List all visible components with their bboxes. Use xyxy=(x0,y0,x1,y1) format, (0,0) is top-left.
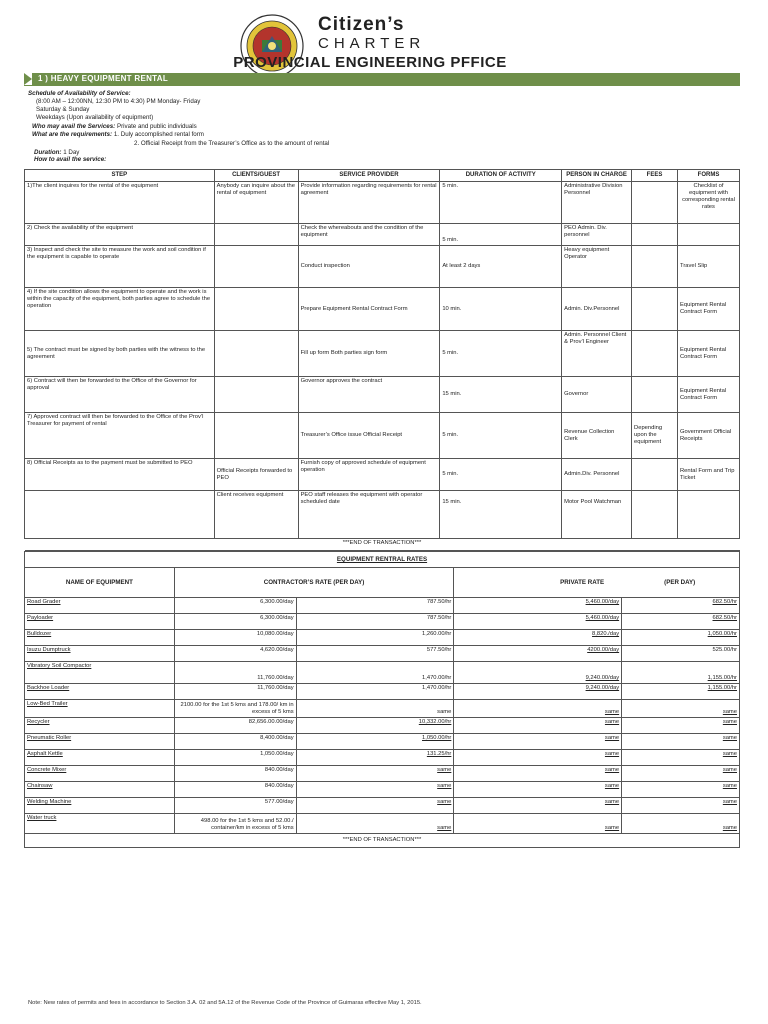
table-row xyxy=(25,246,740,288)
contractor-hour-rate-cell: 577.50/hr xyxy=(296,646,454,662)
contractor-day-rate-cell: 2100.00 for the 1st 5 kms and 178.00/ km in excess of 5 kms xyxy=(174,700,296,718)
client-cell: Anybody can inquire about the rental of equipment xyxy=(214,182,298,224)
table-row xyxy=(25,459,740,491)
forms-cell xyxy=(678,224,740,246)
contractor-hour-rate-cell: 131.25/hr xyxy=(296,750,454,766)
person-cell: Admin. Personnel Client & Prov’l Engineer xyxy=(562,331,632,377)
steps-table xyxy=(24,169,740,551)
private-hour-rate-cell: same xyxy=(622,700,740,718)
table-row xyxy=(25,684,740,700)
private-day-rate-cell: 5,460.00/day xyxy=(454,614,622,630)
step-cell: 1)The client inquires for the rental of the equipment xyxy=(25,182,215,224)
provider-cell: Furnish copy of approved schedule of equipment operation xyxy=(298,459,440,491)
table-row xyxy=(25,224,740,246)
forms-cell: Travel Slip xyxy=(678,246,740,288)
provider-cell: Check the whereabouts and the condition of the equipment xyxy=(298,224,440,246)
header-clients: CLIENTS/GUEST xyxy=(214,170,298,182)
header-private-rate: PRIVATE RATE (PER DAY) xyxy=(454,568,740,598)
duration-cell: 5 min. xyxy=(440,182,562,224)
step-cell: 8) Official Receipts as to the payment must be submitted to PEO xyxy=(25,459,215,491)
fees-cell xyxy=(632,224,678,246)
duration-cell: 5 min. xyxy=(440,331,562,377)
equipment-name-cell: Water truck xyxy=(25,814,175,834)
person-cell: Administrative Division Personnel xyxy=(562,182,632,224)
provider-cell: Treasurer’s Office issue Official Receipt xyxy=(298,413,440,459)
requirements: What are the requirements: 1. Duly accomplished rental form xyxy=(32,131,204,138)
private-day-rate-cell: same xyxy=(454,700,622,718)
equipment-name-cell: Chainsaw xyxy=(25,782,175,798)
private-hour-rate-cell: 1,155.00/hr xyxy=(622,684,740,700)
table-row xyxy=(25,491,740,539)
step-cell: 2) Check the availability of the equipment xyxy=(25,224,215,246)
forms-cell xyxy=(678,491,740,539)
client-cell: Official Receipts forwarded to PEO xyxy=(214,459,298,491)
table-row xyxy=(25,646,740,662)
contractor-hour-rate-cell: same xyxy=(296,782,454,798)
table-row xyxy=(25,630,740,646)
private-day-rate-cell: same xyxy=(454,782,622,798)
private-hour-rate-cell: 682.50/hr xyxy=(622,598,740,614)
private-day-rate-cell: 9,240.00/day xyxy=(454,684,622,700)
client-cell xyxy=(214,413,298,459)
private-hour-rate-cell: 1,050.00/hr xyxy=(622,630,740,646)
contractor-hour-rate-cell: 787.50/hr xyxy=(296,598,454,614)
contractor-day-rate-cell: 6,300.00/day xyxy=(174,598,296,614)
table-row xyxy=(25,798,740,814)
table-row xyxy=(25,182,740,224)
duration-cell: 10 min. xyxy=(440,288,562,331)
private-hour-rate-cell: 525.00/hr xyxy=(622,646,740,662)
contractor-day-rate-cell: 840.00/day xyxy=(174,782,296,798)
private-day-rate-cell: 8,820./day xyxy=(454,630,622,646)
client-cell xyxy=(214,377,298,413)
table-row xyxy=(25,750,740,766)
rates-caption-row xyxy=(25,552,740,568)
equipment-name-cell: Pneumatic Roller xyxy=(25,734,175,750)
contractor-hour-rate-cell: same xyxy=(296,766,454,782)
equipment-name-cell: Bulldozer xyxy=(25,630,175,646)
fees-cell xyxy=(632,288,678,331)
fees-cell xyxy=(632,331,678,377)
office-title: PROVINCIAL ENGINEERING PFFICE xyxy=(233,54,507,71)
table-row xyxy=(25,734,740,750)
schedule-line-1: (8:00 AM – 12:00NN, 12:30 PM to 4:30) PM Monday- Friday xyxy=(36,98,201,105)
fees-cell xyxy=(632,491,678,539)
contractor-day-rate-cell: 6,300.00/day xyxy=(174,614,296,630)
equipment-name-cell: Isuzu Dumptruck xyxy=(25,646,175,662)
person-cell: Heavy equipment Operator xyxy=(562,246,632,288)
contractor-day-rate-cell: 498.00 for the 1st 5 kms and 52.00./ container/km in excess of 5 kms xyxy=(174,814,296,834)
rates-caption: EQUIPMENT RENTRAL RATES xyxy=(336,556,428,563)
contractor-day-rate-cell: 840.00/day xyxy=(174,766,296,782)
equipment-name-cell: Payloader xyxy=(25,614,175,630)
table-row xyxy=(25,718,740,734)
contractor-day-rate-cell: 10,080.00/day xyxy=(174,630,296,646)
duration-cell: 15 min. xyxy=(440,491,562,539)
contractor-hour-rate-cell: 1,470.00/hr xyxy=(296,662,454,684)
forms-cell: Equipment Rental Contract Form xyxy=(678,377,740,413)
client-cell xyxy=(214,288,298,331)
fees-cell xyxy=(632,377,678,413)
contractor-day-rate-cell: 82,656.00.00/day xyxy=(174,718,296,734)
header-person-in-charge: PERSON IN CHARGE xyxy=(562,170,632,182)
schedule-line-3: Weekdays (Upon availability of equipment) xyxy=(36,114,154,121)
equipment-name-cell: Concrete Mixer xyxy=(25,766,175,782)
private-day-rate-cell: same xyxy=(454,798,622,814)
table-row xyxy=(25,614,740,630)
table-row xyxy=(25,814,740,834)
forms-cell: Government Official Receipts xyxy=(678,413,740,459)
private-hour-rate-cell: same xyxy=(622,734,740,750)
private-hour-rate-cell: same xyxy=(622,782,740,798)
step-cell: 5) The contract must be signed by both parties with the witness to the agreement xyxy=(25,331,215,377)
forms-cell: Checklist of equipment with corresponding rental rates xyxy=(678,182,740,224)
provider-cell: PEO staff releases the equipment with operator scheduled date xyxy=(298,491,440,539)
person-cell: Admin. Div.Personnel xyxy=(562,288,632,331)
step-cell xyxy=(25,491,215,539)
private-day-rate-cell: 9,240.00/day xyxy=(454,662,622,684)
rates-header-row xyxy=(25,568,740,598)
provider-cell: Provide information regarding requirements for rental agreement xyxy=(298,182,440,224)
contractor-hour-rate-cell: 1,470.00/hr xyxy=(296,684,454,700)
duration-cell: 5 min. xyxy=(440,413,562,459)
table-row xyxy=(25,413,740,459)
who-may-avail: Who may avail the Services: Private and public individuals xyxy=(32,123,197,130)
duration-cell: 15 min. xyxy=(440,377,562,413)
person-cell: Motor Pool Watchman xyxy=(562,491,632,539)
contractor-hour-rate-cell: same xyxy=(296,700,454,718)
duration-cell: At least 2 days xyxy=(440,246,562,288)
fees-cell xyxy=(632,246,678,288)
duration-cell: 5 min. xyxy=(440,459,562,491)
table-row xyxy=(25,700,740,718)
table-row xyxy=(25,662,740,684)
section-title: 1 ) HEAVY EQUIPMENT RENTAL xyxy=(38,74,169,83)
charter-subtitle: CHARTER xyxy=(318,35,426,52)
header-duration: DURATION OF ACTIVITY xyxy=(440,170,562,182)
step-cell: 6) Contract will then be forwarded to the Office of the Governor for approval xyxy=(25,377,215,413)
contractor-hour-rate-cell: same xyxy=(296,814,454,834)
charter-title: Citizen’s xyxy=(318,14,405,35)
step-cell: 7) Approved contract will then be forwarded to the Office of the Prov’l Treasurer for payment of rental xyxy=(25,413,215,459)
footnote: Note: New rates of permits and fees in accordance to Section 3.A. 02 and 5A.12 of the Revenue Code of the Province of Guimaras effective May 1, 2015. xyxy=(28,1000,422,1006)
end-of-transaction: ***END OF TRANSACTION*** xyxy=(25,539,740,551)
end-row xyxy=(25,834,740,848)
client-cell xyxy=(214,224,298,246)
equipment-name-cell: Welding Machine xyxy=(25,798,175,814)
provider-cell: Prepare Equipment Rental Contract Form xyxy=(298,288,440,331)
contractor-hour-rate-cell: 1,050.00/hr xyxy=(296,734,454,750)
provider-cell: Conduct inspection xyxy=(298,246,440,288)
duration-cell: 5 min. xyxy=(440,224,562,246)
private-day-rate-cell: same xyxy=(454,718,622,734)
header-equipment-name: NAME OF EQUIPMENT xyxy=(25,568,175,598)
private-day-rate-cell: 5,460.00/day xyxy=(454,598,622,614)
equipment-name-cell: Recycler xyxy=(25,718,175,734)
person-cell: PEO Admin. Div. personnel xyxy=(562,224,632,246)
contractor-day-rate-cell: 1,050.00/day xyxy=(174,750,296,766)
private-hour-rate-cell: same xyxy=(622,766,740,782)
private-hour-rate-cell: 1,155.00/hr xyxy=(622,662,740,684)
equipment-name-cell: Vibratory Soil Compactor xyxy=(25,662,175,684)
schedule-line-2: Saturday & Sunday xyxy=(36,106,90,113)
header-fees: FEES xyxy=(632,170,678,182)
header-service-provider: SERVICE PROVIDER xyxy=(298,170,440,182)
private-hour-rate-cell: same xyxy=(622,718,740,734)
step-cell: 3) Inspect and check the site to measure the work and soil condition if the equipment is capable to operate xyxy=(25,246,215,288)
contractor-day-rate-cell: 11,760.00/day xyxy=(174,662,296,684)
forms-cell: Rental Form and Trip Ticket xyxy=(678,459,740,491)
provider-cell: Fill up form Both parties sign form xyxy=(298,331,440,377)
forms-cell: Equipment Rental Contract Form xyxy=(678,288,740,331)
contractor-hour-rate-cell: 787.50/hr xyxy=(296,614,454,630)
client-cell: Client receives equipment xyxy=(214,491,298,539)
table-row xyxy=(25,288,740,331)
contractor-day-rate-cell: 577.00/day xyxy=(174,798,296,814)
private-day-rate-cell: same xyxy=(454,734,622,750)
how-to-avail-label: How to avail the service: xyxy=(34,156,107,163)
private-day-rate-cell: same xyxy=(454,766,622,782)
fees-cell: Depending upon the equipment xyxy=(632,413,678,459)
private-hour-rate-cell: same xyxy=(622,750,740,766)
contractor-day-rate-cell: 4,620.00/day xyxy=(174,646,296,662)
step-cell: 4) If the site condition allows the equipment to operate and the work is within the capacity of the equipment, both parties agree to schedule the operation xyxy=(25,288,215,331)
contractor-day-rate-cell: 8,400.00/day xyxy=(174,734,296,750)
table-row xyxy=(25,766,740,782)
table-row xyxy=(25,377,740,413)
private-day-rate-cell: 4200.00/day xyxy=(454,646,622,662)
table-row xyxy=(25,598,740,614)
person-cell: Governor xyxy=(562,377,632,413)
equipment-name-cell: Backhoe Loader xyxy=(25,684,175,700)
steps-header-row xyxy=(25,170,740,182)
equipment-name-cell: Asphalt Kettle xyxy=(25,750,175,766)
fees-cell xyxy=(632,182,678,224)
private-hour-rate-cell: same xyxy=(622,798,740,814)
person-cell: Admin.Div. Personnel xyxy=(562,459,632,491)
private-day-rate-cell: same xyxy=(454,750,622,766)
rates-table xyxy=(24,551,740,848)
provider-cell: Governor approves the contract xyxy=(298,377,440,413)
header-step: STEP xyxy=(25,170,215,182)
equipment-name-cell: Low-Bed Trailer xyxy=(25,700,175,718)
contractor-hour-rate-cell: 10,332.00/hr xyxy=(296,718,454,734)
forms-cell: Equipment Rental Contract Form xyxy=(678,331,740,377)
client-cell xyxy=(214,246,298,288)
table-row xyxy=(25,782,740,798)
schedule-label: Schedule of Availability of Service: xyxy=(28,90,131,97)
header-forms: FORMS xyxy=(678,170,740,182)
table-row xyxy=(25,331,740,377)
private-day-rate-cell: same xyxy=(454,814,622,834)
contractor-hour-rate-cell: 1,260.00/hr xyxy=(296,630,454,646)
private-hour-rate-cell: same xyxy=(622,814,740,834)
person-cell: Revenue Collection Clerk xyxy=(562,413,632,459)
duration: Duration: 1 Day xyxy=(34,149,80,156)
contractor-hour-rate-cell: same xyxy=(296,798,454,814)
private-hour-rate-cell: 682.50/hr xyxy=(622,614,740,630)
requirement-2: 2. Official Receipt from the Treasurer’s Office as to the amount of rental xyxy=(134,140,330,147)
end-of-transaction: ***END OF TRANSACTION*** xyxy=(25,834,740,848)
contractor-day-rate-cell: 11,760.00/day xyxy=(174,684,296,700)
header-contractor-rate: CONTRACTOR’S RATE (PER DAY) xyxy=(174,568,454,598)
end-row xyxy=(25,539,740,551)
equipment-name-cell: Road Grader xyxy=(25,598,175,614)
client-cell xyxy=(214,331,298,377)
fees-cell xyxy=(632,459,678,491)
